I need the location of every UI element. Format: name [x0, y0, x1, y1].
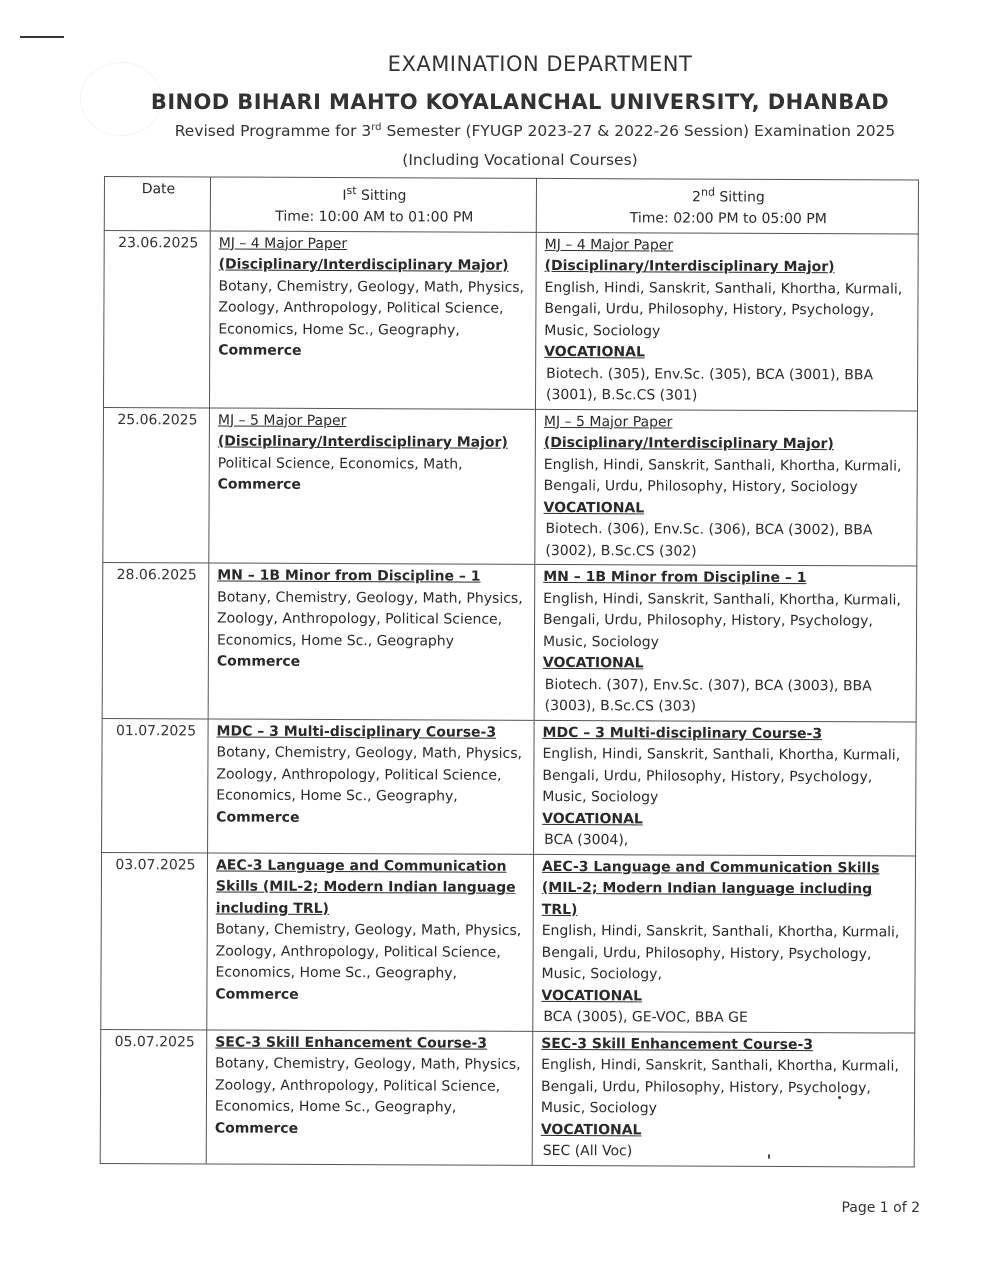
- sitting2-cell: [535, 409, 918, 566]
- sitting2-sup: nd: [700, 185, 715, 199]
- paper-title: AEC-3 Language and Communication Skills (MIL-2; Modern Indian language including TRL): [541, 858, 880, 918]
- commerce-label: Commerce: [215, 986, 299, 1003]
- sitting1-sup: st: [346, 184, 357, 198]
- commerce-label: Commerce: [214, 1120, 299, 1137]
- sitting2-cell: [532, 1031, 915, 1167]
- paper-subtitle: (Disciplinary/Interdisciplinary Major): [218, 256, 509, 274]
- exam-date: 28.06.2025: [102, 563, 209, 719]
- page-number: Page 1 of 2: [841, 1200, 920, 1216]
- sitting1-cell: [206, 1030, 533, 1165]
- subject-list: Botany, Chemistry, Geology, Math, Physics, Zoology, Anthropology, Political Science, Economics, Home Sc., Geography,: [218, 278, 525, 339]
- sitting2-cell: [534, 720, 917, 856]
- paper-subtitle: (Disciplinary/Interdisciplinary Major): [544, 258, 835, 276]
- scan-speck: [838, 1096, 841, 1099]
- programme-title-pre: Revised Programme for 3: [174, 122, 372, 141]
- sitting2-column-header: [536, 178, 918, 233]
- table-row: [101, 852, 916, 1033]
- sitting1-post: Sitting: [356, 187, 407, 204]
- paper-title: MN – 1B Minor from Discipline – 1: [543, 569, 807, 587]
- sitting2-post: Sitting: [714, 189, 765, 206]
- subject-list: Botany, Chemistry, Geology, Math, Physics, Zoology, Anthropology, Political Science, Economics, Home Sc., Geography,: [215, 921, 522, 982]
- vocational-list: BCA (3004),: [544, 832, 629, 849]
- table-row: [102, 563, 917, 722]
- sitting2-cell: [534, 565, 917, 722]
- table-row: [102, 718, 917, 856]
- vocational-heading: VOCATIONAL: [542, 810, 643, 828]
- exam-date: 03.07.2025: [101, 852, 208, 1029]
- exam-date: 23.06.2025: [103, 230, 210, 407]
- vocational-heading: VOCATIONAL: [542, 655, 644, 672]
- sitting1-cell: [208, 563, 535, 720]
- subject-list: English, Hindi, Sanskrit, Santhali, Khortha, Kurmali, Bengali, Urdu, Philosophy, History, Psychology, Music, Sociology: [542, 746, 901, 806]
- subject-list: Botany, Chemistry, Geology, Math, Physics, Zoology, Anthropology, Political Science, Economics, Home Sc., Geography,: [214, 1055, 521, 1116]
- scan-mark: [20, 36, 64, 38]
- sitting2-cell: [535, 232, 918, 411]
- paper-title: MJ – 4 Major Paper: [544, 236, 674, 254]
- commerce-label: Commerce: [217, 476, 301, 494]
- scan-speck: [768, 1154, 770, 1159]
- paper-title: MJ – 4 Major Paper: [218, 235, 348, 252]
- sitting1-time: Time: 10:00 AM to 01:00 PM: [275, 208, 474, 226]
- sitting1-pre: I: [342, 187, 347, 204]
- paper-title: MDC – 3 Multi-disciplinary Course-3: [542, 724, 823, 742]
- vocational-heading: VOCATIONAL: [543, 499, 645, 517]
- vocational-heading: VOCATIONAL: [540, 1121, 642, 1139]
- subject-list: English, Hindi, Sanskrit, Santhali, Khortha, Kurmali, Bengali, Urdu, Philosophy, History, Sociology: [543, 456, 902, 496]
- subject-list: English, Hindi, Sanskrit, Santhali, Khortha, Kurmali, Bengali, Urdu, Philosophy, History, Psychology, Music, Sociology: [542, 590, 901, 651]
- paper-title: AEC-3 Language and Communication Skills (MIL-2; Modern Indian language including TRL): [215, 857, 516, 917]
- vocational-list: Biotech. (306), Env.Sc. (306), BCA (3002), BBA (3002), B.Sc.CS (302): [545, 521, 873, 560]
- exam-schedule-table: [100, 176, 919, 1167]
- programme-title-post: Semester (FYUGP 2023-27 & 2022-26 Session) Examination 2025: [381, 122, 896, 141]
- vocational-heading: VOCATIONAL: [541, 987, 643, 1005]
- table-row: [103, 230, 918, 411]
- vocational-list: Biotech. (307), Env.Sc. (307), BCA (3003), BBA (3003), B.Sc.CS (303): [544, 676, 872, 715]
- paper-title: SEC-3 Skill Enhancement Course-3: [215, 1034, 488, 1052]
- subject-list: English, Hindi, Sanskrit, Santhali, Khortha, Kurmali, Bengali, Urdu, Philosophy, History, Psychology, Music, Sociology: [544, 279, 903, 340]
- sitting2-pre: 2: [692, 189, 701, 206]
- programme-subtitle: (Including Vocational Courses): [402, 151, 638, 169]
- table-header-row: [104, 177, 918, 234]
- subject-list: Botany, Chemistry, Geology, Math, Physics, Zoology, Anthropology, Political Science, Economics, Home Sc., Geography: [216, 589, 523, 650]
- department-title: EXAMINATION DEPARTMENT: [387, 52, 693, 76]
- exam-date: 25.06.2025: [103, 407, 210, 563]
- sitting1-cell: [209, 408, 536, 565]
- commerce-label: Commerce: [218, 342, 302, 360]
- programme-title: [0, 122, 988, 140]
- paper-subtitle: (Disciplinary/Interdisciplinary Major): [543, 435, 834, 453]
- sitting1-column-header: [210, 177, 536, 232]
- commerce-label: Commerce: [216, 653, 301, 671]
- table-row: [103, 407, 918, 566]
- commerce-label: Commerce: [216, 809, 300, 826]
- paper-title: MJ – 5 Major Paper: [543, 413, 673, 431]
- vocational-list: SEC (All Voc): [542, 1143, 633, 1160]
- exam-date: 01.07.2025: [102, 718, 209, 852]
- subject-list: English, Hindi, Sanskrit, Santhali, Khortha, Kurmali, Bengali, Urdu, Philosophy, History, Psychology, Music, Sociology,: [541, 923, 900, 983]
- paper-title: SEC-3 Skill Enhancement Course-3: [541, 1035, 814, 1053]
- sitting1-cell: [207, 853, 534, 1031]
- vocational-list: Biotech. (305), Env.Sc. (305), BCA (3001), BBA (3001), B.Sc.CS (301): [546, 365, 874, 404]
- subject-list: Political Science, Economics, Math,: [217, 455, 463, 473]
- paper-title: MJ – 5 Major Paper: [217, 412, 347, 429]
- paper-title: MN – 1B Minor from Discipline – 1: [217, 567, 481, 585]
- paper-subtitle: (Disciplinary/Interdisciplinary Major): [217, 433, 508, 451]
- table-row: [100, 1029, 915, 1167]
- programme-title-sup: rd: [371, 122, 382, 133]
- exam-date: 05.07.2025: [100, 1029, 207, 1163]
- vocational-heading: VOCATIONAL: [544, 344, 645, 361]
- sitting2-time: Time: 02:00 PM to 05:00 PM: [629, 210, 827, 228]
- subject-list: Botany, Chemistry, Geology, Math, Physics, Zoology, Anthropology, Political Science, Economics, Home Sc., Geography,: [216, 744, 523, 805]
- university-title: BINOD BIHARI MAHTO KOYALANCHAL UNIVERSITY, DHANBAD: [150, 90, 890, 114]
- date-column-header: Date: [104, 177, 210, 231]
- subject-list: English, Hindi, Sanskrit, Santhali, Khortha, Kurmali, Bengali, Urdu, Philosophy, History, Psychology, Music, Sociology: [540, 1057, 899, 1117]
- sitting2-cell: [533, 854, 916, 1033]
- sitting1-cell: [209, 231, 536, 409]
- sitting1-cell: [208, 719, 535, 854]
- vocational-list: BCA (3005), GE-VOC, BBA GE: [543, 1009, 748, 1026]
- paper-title: MDC – 3 Multi-disciplinary Course-3: [216, 723, 497, 741]
